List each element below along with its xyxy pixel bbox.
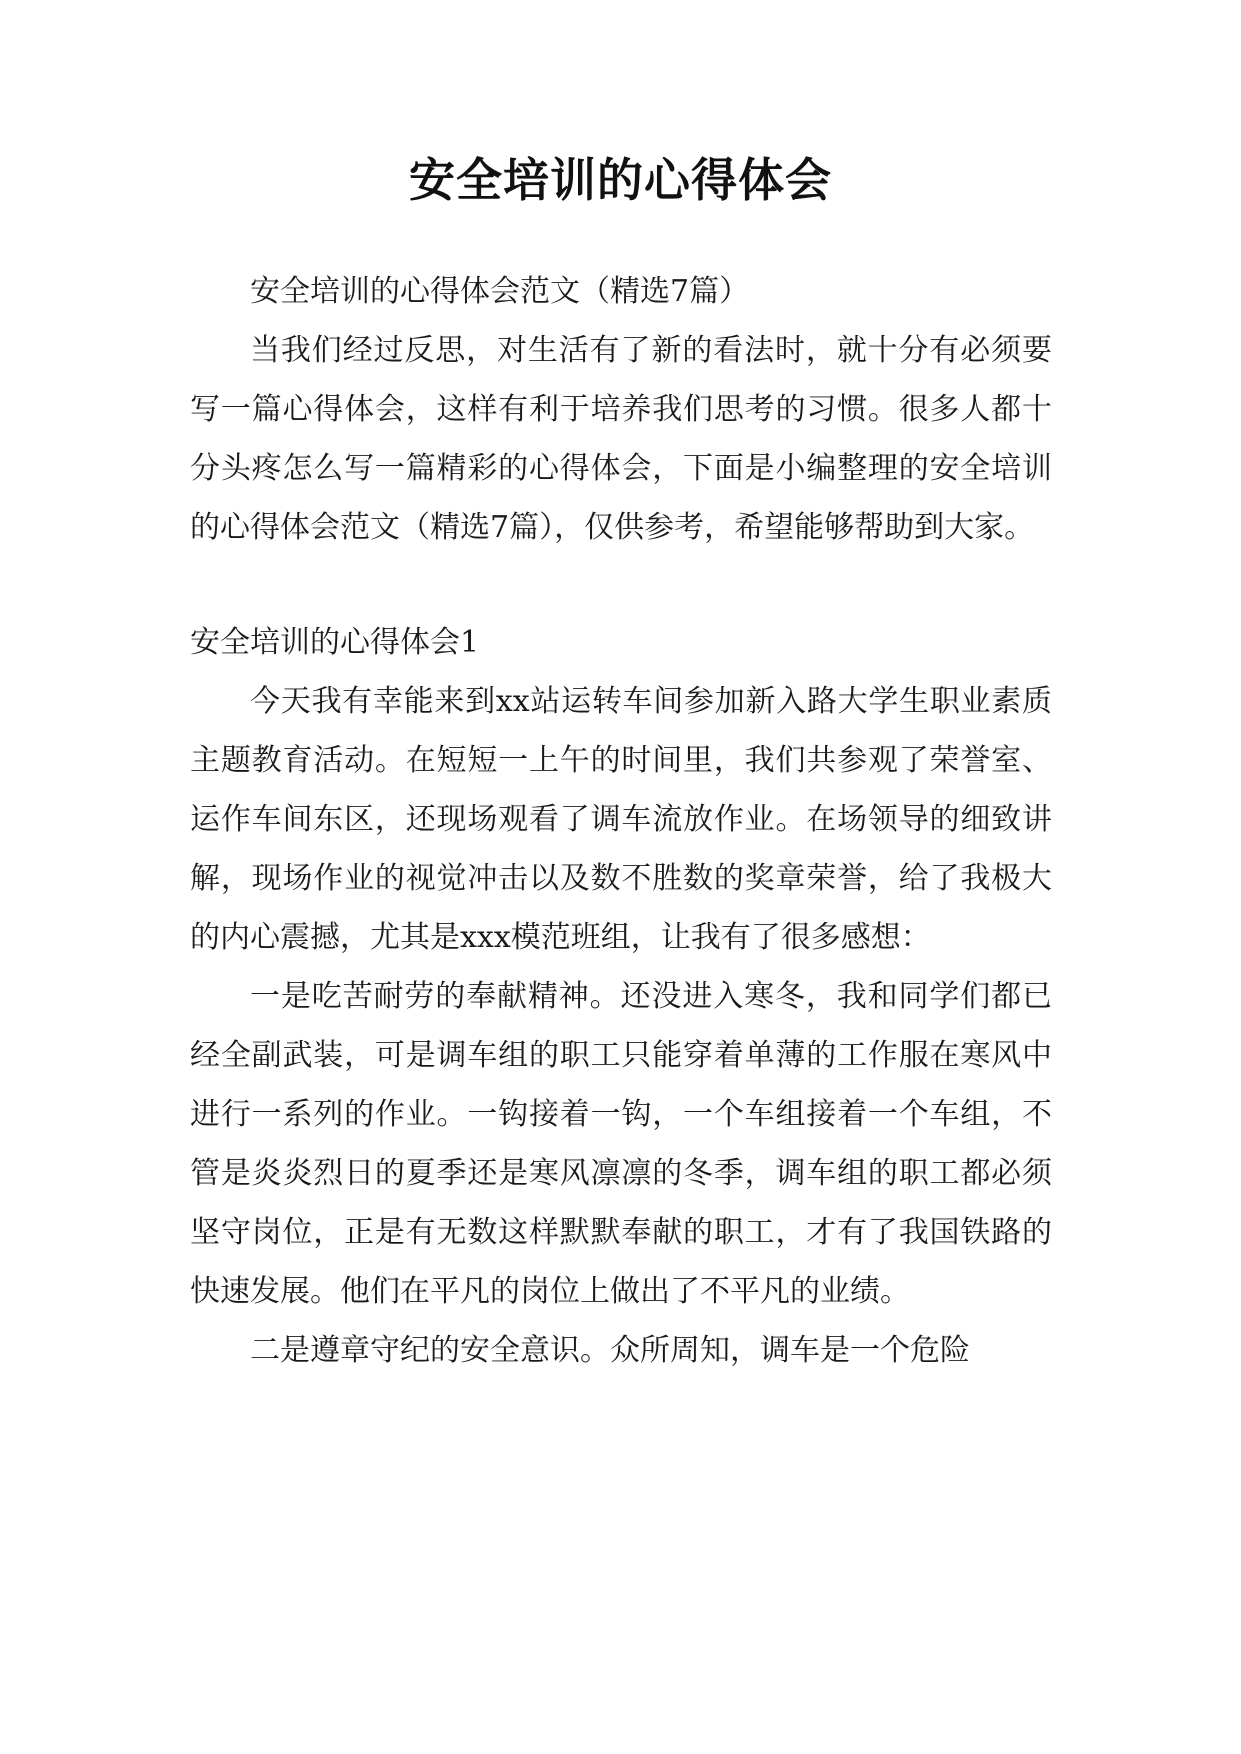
intro-paragraph: 当我们经过反思，对生活有了新的看法时，就十分有必须要写一篇心得体会，这样有利于培养我们思考的习惯。很多人都十分头疼怎么写一篇精彩的心得体会，下面是小编整理的安全培训的心得体会范文（精选7篇），仅供参考，希望能够帮助到大家。 — [190, 333, 1052, 545]
section-heading: 安全培训的心得体会1 — [190, 625, 480, 660]
section-paragraph-1: 今天我有幸能来到xx站运转车间参加新入路大学生职业素质主题教育活动。在短短一上午的时间里，我们共参观了荣誉室、运作车间东区，还现场观看了调车流放作业。在场领导的细致讲解，现场作业的视觉冲击以及数不胜数的奖章荣誉，给了我极大的内心震撼，尤其是xxx模范班组，让我有了很多感想： — [190, 684, 1052, 955]
intro-subtitle: 安全培训的心得体会范文（精选7篇） — [250, 274, 750, 309]
document-body — [190, 262, 1052, 1380]
section-paragraph-2: 一是吃苦耐劳的奉献精神。还没进入寒冬，我和同学们都已经全副武装，可是调车组的职工只能穿着单薄的工作服在寒风中进行一系列的作业。一钩接着一钩，一个车组接着一个车组，不管是炎炎烈日的夏季还是寒风凛凛的冬季，调车组的职工都必须坚守岗位，正是有无数这样默默奉献的职工，才有了我国铁路的快速发展。他们在平凡的岗位上做出了不平凡的业绩。 — [190, 979, 1052, 1309]
document-title: 安全培训的心得体会 — [409, 153, 832, 207]
section-paragraph-3: 二是遵章守纪的安全意识。众所周知，调车是一个危险 — [250, 1333, 970, 1368]
